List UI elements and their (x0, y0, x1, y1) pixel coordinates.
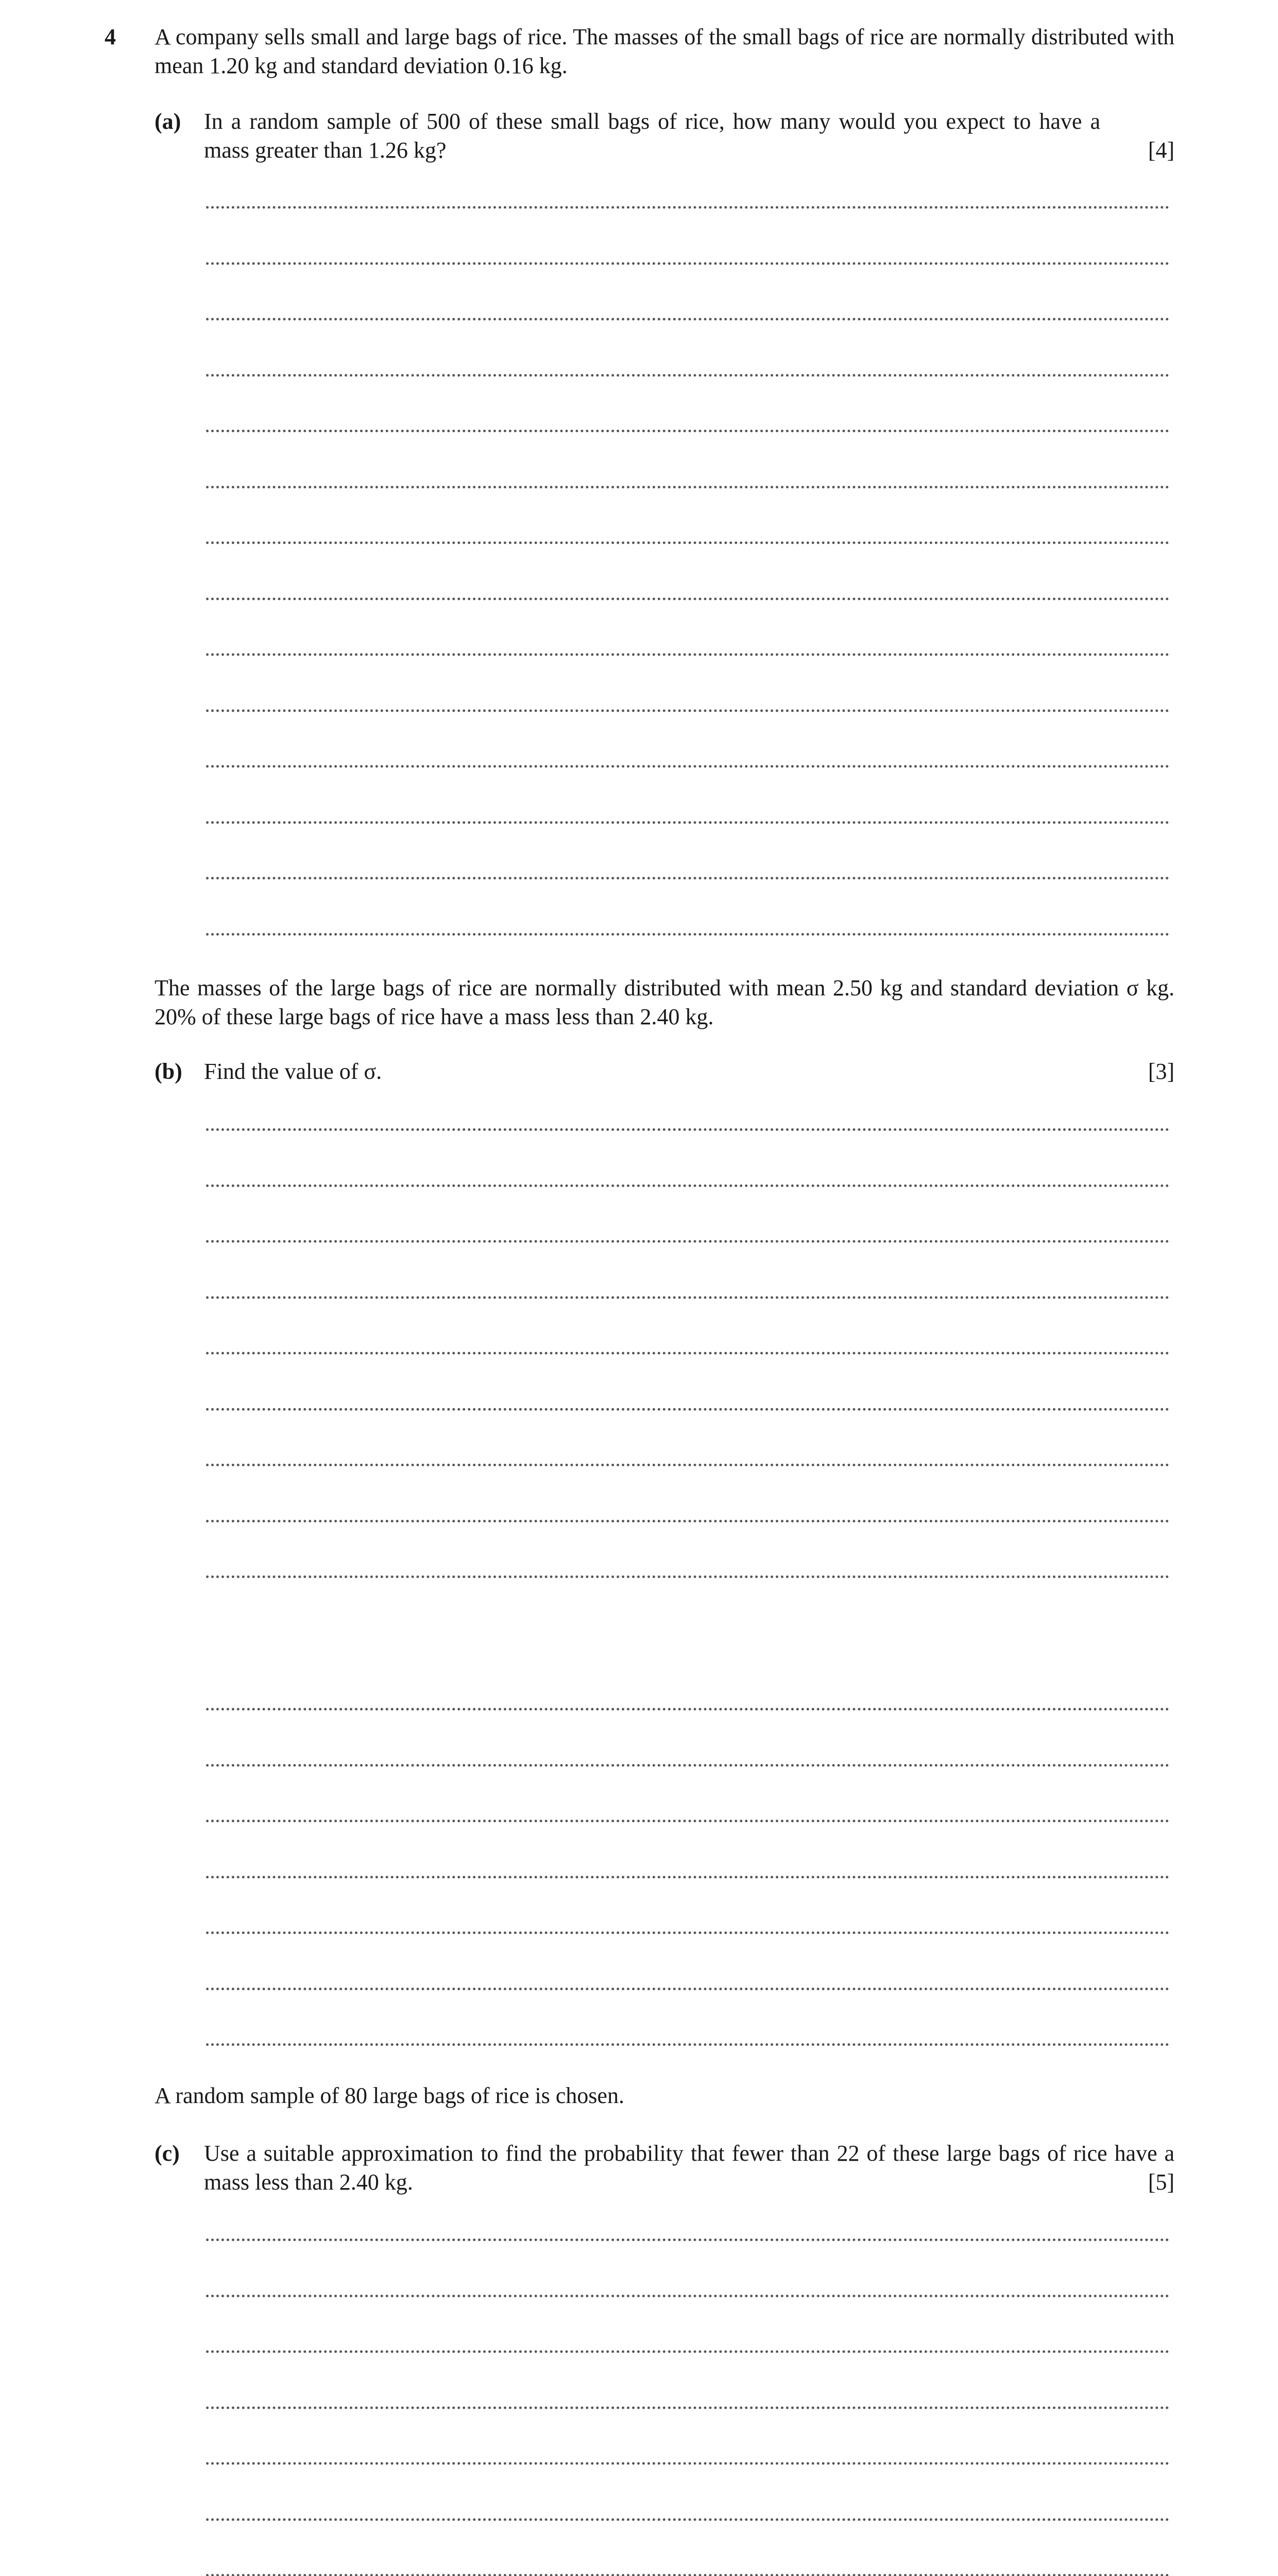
answer-line[interactable] (206, 430, 1169, 432)
part-b-marks: [3] (1148, 1059, 1174, 1084)
part-b-label: (b) (155, 1059, 182, 1084)
part-c-question: Use a suitable approximation to find the probability that fewer than 22 of these large bags of rice have a mass less than 2.40 kg. (204, 2141, 1174, 2195)
answer-line[interactable] (206, 1352, 1169, 1354)
answer-line[interactable] (206, 709, 1169, 712)
part-c-label: (c) (155, 2141, 180, 2166)
answer-line[interactable] (206, 2406, 1169, 2409)
part-b-question: Find the value of σ. (204, 1059, 382, 1084)
answer-line[interactable] (206, 318, 1169, 320)
answer-line[interactable] (206, 2350, 1169, 2353)
answer-line[interactable] (206, 1876, 1169, 1878)
answer-line[interactable] (206, 374, 1169, 377)
question-intro: A company sells small and large bags of rice. The masses of the small bags of rice are normally distributed with mean 1.20 kg and standard deviation 0.16 kg. (155, 24, 1174, 78)
part-a-marks: [4] (1148, 138, 1174, 163)
answer-line[interactable] (206, 1708, 1169, 1710)
answer-line[interactable] (206, 933, 1169, 936)
answer-line[interactable] (206, 2295, 1169, 2297)
part-b-context: The masses of the large bags of rice are normally distributed with mean 2.50 kg and standard deviation σ kg. 20% of these large bags of rice have a mass less than 2.40 kg. (155, 975, 1174, 1029)
answer-line[interactable] (206, 2462, 1169, 2465)
answer-line[interactable] (206, 1240, 1169, 1243)
part-c-context: A random sample of 80 large bags of rice is chosen. (155, 2083, 624, 2108)
answer-line[interactable] (206, 2239, 1169, 2241)
answer-line[interactable] (206, 2518, 1169, 2521)
part-a-label: (a) (155, 109, 181, 134)
part-a-question: In a random sample of 500 of these small bags of rice, how many would you expect to have a mass greater than 1.26 kg? (204, 109, 1100, 163)
answer-line[interactable] (206, 1764, 1169, 1767)
answer-line[interactable] (206, 877, 1169, 879)
answer-line[interactable] (206, 1575, 1169, 1578)
answer-line[interactable] (206, 1464, 1169, 1466)
answer-line[interactable] (206, 486, 1169, 488)
part-c-marks: [5] (1148, 2170, 1174, 2195)
answer-line[interactable] (206, 653, 1169, 656)
answer-line[interactable] (206, 1184, 1169, 1187)
answer-line[interactable] (206, 206, 1169, 209)
question-number: 4 (105, 24, 116, 49)
answer-line[interactable] (206, 1520, 1169, 1522)
answer-line[interactable] (206, 1296, 1169, 1299)
answer-line[interactable] (206, 541, 1169, 544)
answer-line[interactable] (206, 1408, 1169, 1411)
answer-line[interactable] (206, 1931, 1169, 1934)
answer-line[interactable] (206, 1988, 1169, 1990)
answer-line[interactable] (206, 1128, 1169, 1131)
answer-line[interactable] (206, 1820, 1169, 1822)
answer-line[interactable] (206, 2043, 1169, 2046)
answer-line[interactable] (206, 765, 1169, 768)
answer-line[interactable] (206, 2574, 1169, 2576)
answer-line[interactable] (206, 821, 1169, 824)
answer-line[interactable] (206, 262, 1169, 265)
answer-line[interactable] (206, 598, 1169, 600)
